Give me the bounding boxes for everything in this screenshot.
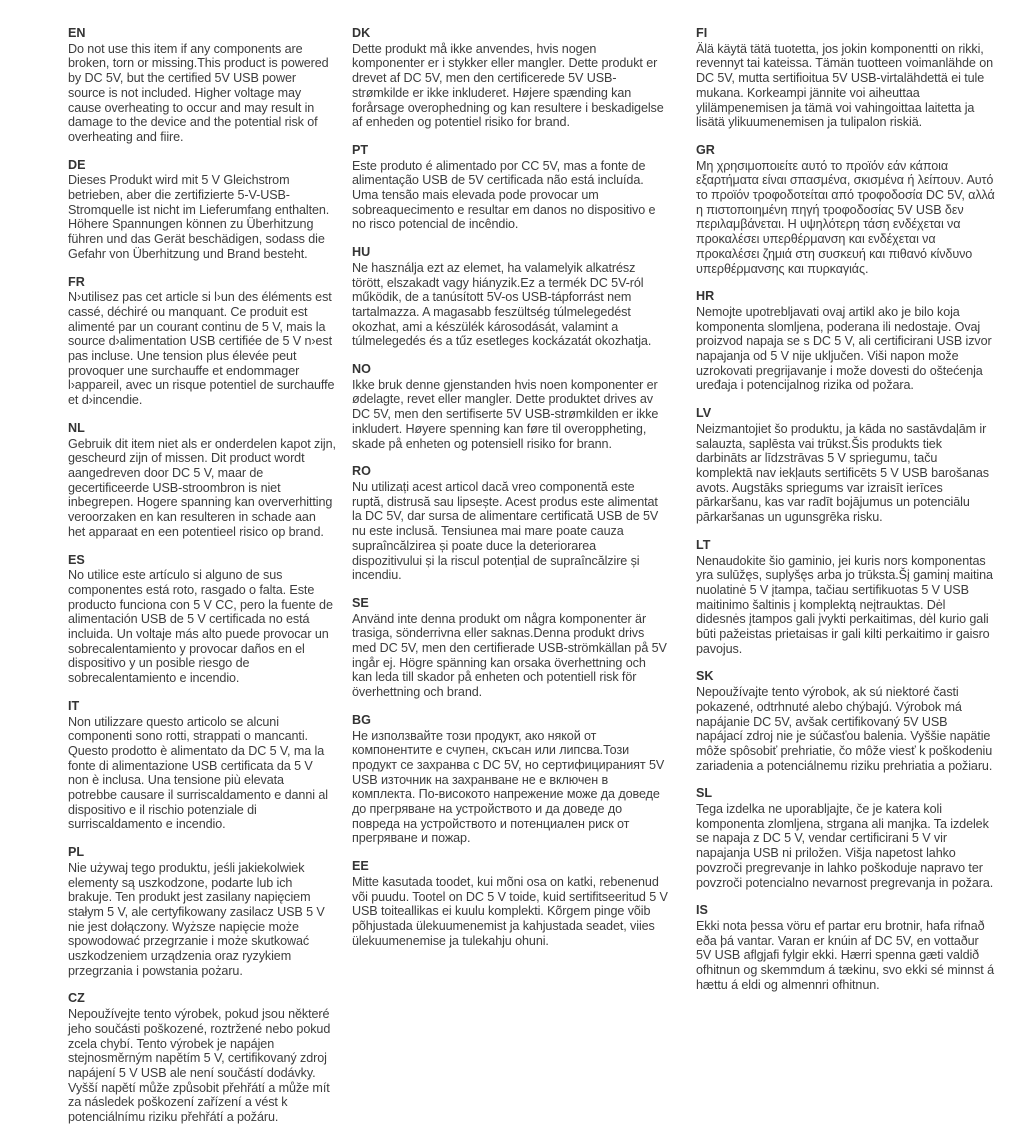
lang-text-pt: Este produto é alimentado por CC 5V, mas a fonte de alimentação USB de 5V certificada não está incluída. Uma tensão mais elevada pode provocar um sobreaquecimento e resultar em danos no dispositivo e no risco potencial de incêndio. xyxy=(352,158,656,232)
lang-code-sk: SK xyxy=(696,669,714,684)
lang-section-dk xyxy=(352,26,668,130)
lang-text-nl: Gebruik dit item niet als er onderdelen kapot zijn, gescheurd zijn of missen. Dit product wordt aangedreven door DC 5 V, maar de gecertificeerde USB-stroombron is niet inbegrepen. Hogere spanning kan oververhitting veroorzaken en kan resulteren in schade aan het apparaat en een potentieel risico op brand. xyxy=(68,436,336,539)
lang-code-fr: FR xyxy=(68,274,85,289)
lang-text-cz: Nepoužívejte tento výrobek, pokud jsou některé jeho součásti poškozené, roztržené nebo pokud zcela chybí. Tento výrobek je napájen stejnosměrným napětím 5 V, certifikovaný zdroj napájení 5 V USB ale není součástí dodávky. Vyšší napětí může způsobit přehřátí a může mít za následek poškození zařízení a vést k potenciálnímu riziku přehřátí a požáru. xyxy=(68,1007,331,1125)
lang-code-lt: LT xyxy=(696,537,711,552)
lang-section-en xyxy=(68,26,336,145)
lang-text-lt: Nenaudokite šio gaminio, jei kuris nors komponentas yra sulūžęs, suplyšęs arba jo trūksta.Šį gaminį maitina nuolatinė 5 V įtampa, tačiau sertifikuotas 5 V USB maitinimo šaltinis į komplektą neįtrauktas. Dėl didesnės įtampos gali įvykti perkaitimas, dėl kurio gali būti pažeistas prietaisas ir gali kilti perkaitimo ir gaisro pavojus. xyxy=(696,553,993,656)
lang-text-no: Ikke bruk denne gjenstanden hvis noen komponenter er ødelagte, revet eller mangler. Dette produktet drives av DC 5V, men den sertifiserte 5V USB-strømkilden er ikke inkludert. Høyere spenning kan føre til overoppheting, skade på enheten og potensiell risiko for brann. xyxy=(352,377,659,451)
lang-text-bg: Не използвайте този продукт, ако някой от компонентите е счупен, скъсан или липсва.Този продукт се захранва с DC 5V, но сертифицираният 5V USB източник на захранване не е включен в комплекта. По-високото напрежение може да доведе до прегряване на устройството и да доведе до повреда на устройството и потенциален риск от прегряване и пожар. xyxy=(352,728,665,846)
lang-text-sl: Tega izdelka ne uporabljajte, če je katera koli komponenta zlomljena, strgana ali manjka. Ta izdelek se napaja z DC 5 V, vendar certificirani 5 V vir napajanja USB ni priložen. Višja napetost lahko povzroči pregrevanje in lahko poškoduje napravo ter povzroči potencialno nevarnost pregrevanja in požara. xyxy=(696,802,994,890)
lang-text-lv: Neizmantojiet šo produktu, ja kāda no sastāvdaļām ir salauzta, saplēsta vai trūkst.Šis produkts tiek darbināts ar līdzstrāvas 5 V spriegumu, taču komplektā nav iekļauts sertificēts 5 V USB barošanas avots. Augstāks spriegums var izraisīt ierīces pārkaršanu, kas var radīt bojājumus un potenciālu pārkaršanas un ugunsgrēka risku. xyxy=(696,421,989,525)
lang-section-pl xyxy=(68,845,336,978)
lang-section-sl xyxy=(696,786,996,890)
lang-section-lt xyxy=(696,538,996,657)
lang-code-gr: GR xyxy=(696,142,715,157)
lang-text-is: Ekki nota þessa vöru ef partar eru brotnir, hafa rifnað eða þá vantar. Varan er knúin af DC 5V, en vottaður 5V USB aflgjafi fylgir ekki. Hærri spenna gæti valdið ofhitnun og skemmdum á tækinu, svo ekki sé minnst á hættu á eldi og almennri ofhitnun. xyxy=(696,918,994,992)
lang-text-sk: Nepoužívajte tento výrobok, ak sú niektoré časti pokazené, odtrhnuté alebo chýbajú. Výrobok má napájanie DC 5V, avšak certifikovaný 5V USB napájací zdroj nie je súčasťou balenia. Vyššie napätie môže spôsobiť prehriatie, čo môže viesť k poškodeniu zariadenia a potenciálnemu riziku prehriatia a požiaru. xyxy=(696,685,993,773)
lang-text-it: Non utilizzare questo articolo se alcuni componenti sono rotti, strappati o mancanti. Questo prodotto è alimentato da DC 5 V, ma la fonte di alimentazione USB certificata da 5 V non è inclusa. Una tensione più elevata potrebbe causare il surriscaldamento e danni al dispositivo e il rischio potenziale di surriscaldamento e incendio. xyxy=(68,714,328,832)
lang-section-bg xyxy=(352,713,668,846)
lang-section-nl xyxy=(68,421,336,540)
lang-section-sk xyxy=(696,669,996,773)
lang-section-it xyxy=(68,699,336,832)
lang-code-hu: HU xyxy=(352,245,371,260)
lang-code-de: DE xyxy=(68,157,86,172)
lang-section-is xyxy=(696,903,996,992)
lang-text-en: Do not use this item if any components are broken, torn or missing.This product is powered by DC 5V, but the certified 5V USB power source is not included. Higher voltage may cause overheating to occur and may result in damage to the device and the potential risk of overheating and fiire. xyxy=(68,41,329,144)
lang-code-hr: HR xyxy=(696,289,715,304)
lang-section-de xyxy=(68,158,336,262)
lang-code-pt: PT xyxy=(352,142,369,157)
lang-code-bg: BG xyxy=(352,712,371,727)
lang-section-es xyxy=(68,553,336,686)
lang-section-fi xyxy=(696,26,996,130)
text-column-1 xyxy=(68,26,336,1125)
lang-code-no: NO xyxy=(352,362,371,377)
lang-code-se: SE xyxy=(352,595,369,610)
lang-section-gr xyxy=(696,143,996,276)
lang-code-cz: CZ xyxy=(68,991,85,1006)
lang-code-ro: RO xyxy=(352,464,371,479)
text-column-3 xyxy=(696,26,996,1024)
lang-text-ro: Nu utilizați acest articol dacă vreo componentă este ruptă, distrusă sau lipsește. Acest produs este alimentat la DC 5V, dar sursa de alimentare certificată USB de 5V nu este inclusă. Tensiunea mai mare poate cauza supraîncălzirea și poate duce la deteriorarea dispozitivului și la riscul potențial de supraîncălzire și incendiu. xyxy=(352,479,659,583)
lang-code-pl: PL xyxy=(68,845,85,860)
lang-section-cz xyxy=(68,991,336,1124)
lang-code-lv: LV xyxy=(696,406,712,421)
lang-section-ro xyxy=(352,464,668,583)
lang-text-se: Använd inte denna produkt om några komponenter är trasiga, sönderrivna eller saknas.Denna produkt drivs med DC 5V, men den certifierade USB-strömkällan på 5V ingår ej. Högre spänning kan orsaka överhettning och kan leda till skador på enheten och potentiell risk för överhettning och brand. xyxy=(352,611,667,700)
lang-section-ee xyxy=(352,859,668,948)
lang-section-fr xyxy=(68,275,336,408)
lang-section-pt xyxy=(352,143,668,232)
lang-text-fi: Älä käytä tätä tuotetta, jos jokin komponentti on rikki, revennyt tai kateissa. Tämän tuotteen voimanlähde on DC 5V, mutta sertifioitua 5V USB-virtalähdettä ei tule mukana. Korkeampi jännite voi aiheuttaa ylilämpenemisen ja tämä voi vahingoittaa laitetta ja lisätä ylikuumenemisen ja tulipalon riskiä. xyxy=(696,41,994,130)
lang-text-gr: Μη χρησιμοποιείτε αυτό το προϊόν εάν κάποια εξαρτήματα είναι σπασμένα, σκισμένα ή λείπουν. Αυτό το προϊόν τροφοδοτείται από τροφοδοσία DC 5V, αλλά η πιστοποιημένη πηγή τροφοδοσίας 5V USB δεν περιλαμβάνεται. Η υψηλότερη τάση ενδέχεται να προκαλέσει υπερθέρμανση και ενδέχεται να προκαλέσει ζημιά στη συσκευή και πιθανό κίνδυνο υπερθέρμανσης και πυρκαγιάς. xyxy=(696,158,995,276)
lang-section-lv xyxy=(696,406,996,525)
text-column-2 xyxy=(352,26,668,1024)
lang-code-sl: SL xyxy=(696,786,713,801)
lang-code-es: ES xyxy=(68,552,85,567)
lang-section-hr xyxy=(696,289,996,393)
lang-section-no xyxy=(352,362,668,451)
lang-code-is: IS xyxy=(696,903,708,918)
lang-code-it: IT xyxy=(68,698,80,713)
lang-text-ee: Mitte kasutada toodet, kui mõni osa on katki, rebenenud või puudu. Tootel on DC 5 V toide, kuid sertifitseeritud 5 V USB toiteallikas ei kuulu komplekti. Kõrgem pinge võib põhjustada ülekuumenemist ja kahjustada seadet, viies ülekuumenemise ja tulekahju ohuni. xyxy=(352,874,668,948)
lang-text-pl: Nie używaj tego produktu, jeśli jakiekolwiek elementy są uszkodzone, podarte lub ich brakuje. Ten produkt jest zasilany napięciem stałym 5 V, ale certyfikowany zasilacz USB 5 V nie jest dołączony. Wyższe napięcie może spowodować przegrzanie i może skutkować uszkodzeniem urządzenia oraz ryzykiem przegrzania i powstania pożaru. xyxy=(68,860,325,978)
lang-text-hu: Ne használja ezt az elemet, ha valamelyik alkatrész törött, elszakadt vagy hiányzik.Ez a termék DC 5V-ról működik, de a tanúsított 5V-os USB-tápforrást nem tartalmazza. A magasabb feszültség túlmelegedést okozhat, ami a készülék károsodását, valamint a túlmelegedés és a tűz esetleges kockázatát okozhatja. xyxy=(352,260,652,349)
lang-code-nl: NL xyxy=(68,420,85,435)
lang-code-fi: FI xyxy=(696,26,708,40)
lang-section-hu xyxy=(352,245,668,349)
lang-section-se xyxy=(352,596,668,700)
lang-text-dk: Dette produkt må ikke anvendes, hvis nogen komponenter er i stykker eller mangler. Dette produkt er drevet af DC 5V, men den certificerede 5V USB-strømkilde er ikke inkluderet. Højere spænding kan forårsage overophedning og kan resultere i beskadigelse af enheden og potentiel risiko for brand. xyxy=(352,41,664,130)
lang-code-en: EN xyxy=(68,26,86,40)
lang-code-ee: EE xyxy=(352,859,369,874)
lang-text-hr: Nemojte upotrebljavati ovaj artikl ako je bilo koja komponenta slomljena, poderana ili nedostaje. Ovaj proizvod napaja se s DC 5 V, ali certificirani USB izvor napajanja od 5 V nije uključen. Viši napon može uzrokovati pregrijavanje i može dovesti do oštećenja uređaja i potencijalnog rizika od požara. xyxy=(696,304,992,393)
lang-text-es: No utilice este artículo si alguno de sus componentes está roto, rasgado o falta. Este producto funciona con 5 V CC, pero la fuente de alimentación USB de 5 V certificada no está incluida. Un voltaje más alto puede provocar un sobrecalentamiento y provocar daños en el dispositivo y un posible riesgo de sobrecalentamiento e incendio. xyxy=(68,568,333,686)
lang-code-dk: DK xyxy=(352,26,371,40)
lang-text-de: Dieses Produkt wird mit 5 V Gleichstrom betrieben, aber die zertifizierte 5-V-USB-Stromquelle ist nicht im Lieferumfang enthalten. Höhere Spannungen können zu Überhitzung führen und das Gerät beschädigen, sodass die Gefahr von Überhitzung und Brand besteht. xyxy=(68,173,330,261)
lang-text-fr: N›utilisez pas cet article si l›un des éléments est cassé, déchiré ou manquant. Ce produit est alimenté par un courant continu de 5 V, mais la source d›alimentation USB certifiée de 5 V n›est pas incluse. Une tension plus élevée peut provoquer une surchauffe et endommager l›appareil, avec un risque potentiel de surchauffe et d›incendie. xyxy=(68,290,335,408)
